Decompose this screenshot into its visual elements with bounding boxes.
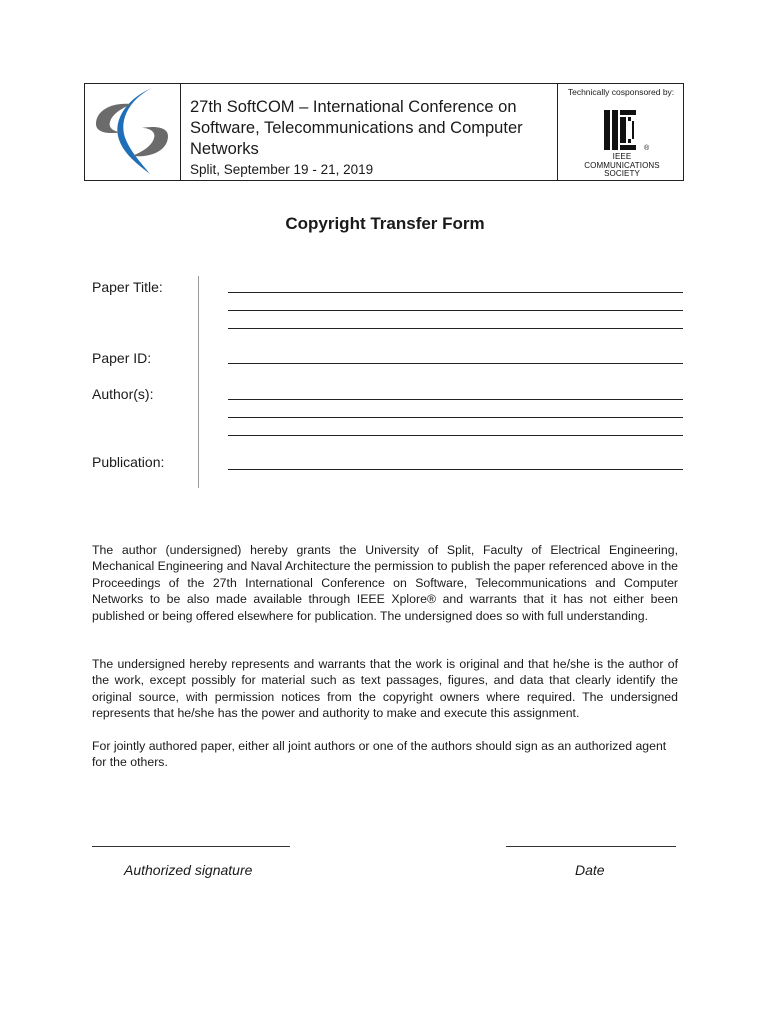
paper-id-line[interactable] xyxy=(228,363,683,364)
signature-label: Authorized signature xyxy=(124,862,253,878)
authors-label: Author(s): xyxy=(92,386,154,402)
conference-title: 27th SoftCOM – International Conference on Software, Telecommunications and Computer Networks xyxy=(190,98,523,158)
ieee-name-line: COMMUNICATIONS xyxy=(584,160,660,170)
form-title: Copyright Transfer Form xyxy=(285,214,485,233)
date-line[interactable] xyxy=(506,846,676,847)
softcom-logo xyxy=(88,86,176,176)
authors-line[interactable] xyxy=(228,417,683,418)
joint-authors-paragraph: For jointly authored paper, either all joint authors or one of the authors should sign as an authorized agent for the others. xyxy=(92,739,667,770)
grant-paragraph: The author (undersigned) hereby grants the University of Split, Faculty of Electrical Engineering, Mechanical Engineering and Naval Architecture the permission to publish the paper referenced above in the Proceedings of the 27th International Conference on Software, Telecommunications and Computer Networks to be also made available through IEEE Xplore® and warrants that it has not either been published or being offered elsewhere for publication. The undersigned does so with full understanding. xyxy=(92,543,678,623)
ieee-name-line: IEEE xyxy=(612,152,632,161)
header-divider-left xyxy=(180,83,181,181)
authors-line[interactable] xyxy=(228,399,683,400)
ieee-name-line: SOCIETY xyxy=(604,169,640,178)
header-divider-right xyxy=(557,83,558,181)
paper-id-label: Paper ID: xyxy=(92,350,152,366)
paper-title-line[interactable] xyxy=(228,292,683,293)
paper-title-line[interactable] xyxy=(228,328,683,329)
ieee-comsoc-name xyxy=(582,153,662,179)
field-column-divider xyxy=(198,276,199,488)
publication-line[interactable] xyxy=(228,469,683,470)
paper-title-label: Paper Title: xyxy=(92,279,163,295)
date-label: Date xyxy=(575,862,605,878)
authors-line[interactable] xyxy=(228,435,683,436)
ieee-comsoc-logo xyxy=(602,108,640,152)
ieee-comsoc-logo-icon xyxy=(602,108,640,152)
paper-title-line[interactable] xyxy=(228,310,683,311)
signature-line[interactable] xyxy=(92,846,290,847)
conference-place-date: Split, September 19 - 21, 2019 xyxy=(190,162,374,177)
warranty-paragraph: The undersigned hereby represents and warrants that the work is original and that he/she is the author of the work, except possibly for material such as text passages, figures, and data that clearly identify the original source, with permission notices from the copyright owners where required. The undersigned represents that he/she has the power and authority to make and execute this assignment. xyxy=(92,657,678,721)
softcom-logo-icon xyxy=(88,86,176,176)
publication-label: Publication: xyxy=(92,454,165,470)
registered-mark: ® xyxy=(644,145,650,152)
cosponsor-label: Technically cosponsored by: xyxy=(567,87,675,97)
